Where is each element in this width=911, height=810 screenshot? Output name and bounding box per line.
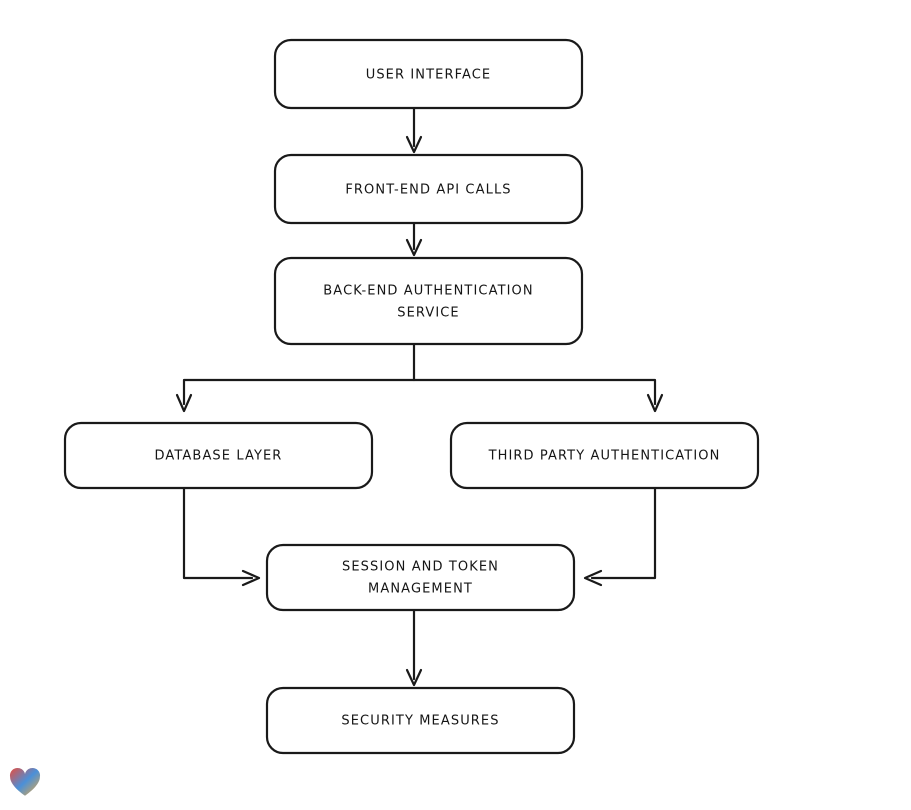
- node-third-party-authentication-label: THIRD PARTY AUTHENTICATION: [488, 448, 721, 464]
- edge-database-to-session: [184, 488, 259, 585]
- edge-thirdparty-to-session: [585, 488, 655, 585]
- node-front-end-api-calls-label: FRONT-END API CALLS: [345, 182, 512, 198]
- node-database-layer[interactable]: [65, 423, 372, 488]
- node-user-interface-label: USER INTERFACE: [365, 67, 492, 83]
- node-front-end-api-calls[interactable]: [275, 155, 582, 223]
- node-back-end-authentication-service-label-line2: SERVICE: [397, 305, 460, 321]
- node-session-and-token-management-box: [267, 545, 574, 610]
- edge-ui-to-frontend: [407, 108, 421, 152]
- edge-backend-to-database: [177, 344, 414, 411]
- node-back-end-authentication-service[interactable]: [275, 258, 582, 344]
- node-security-measures-label: SECURITY MEASURES: [341, 713, 500, 729]
- node-session-and-token-management-label-line2: MANAGEMENT: [368, 581, 473, 597]
- node-third-party-authentication[interactable]: [451, 423, 758, 488]
- node-back-end-authentication-service-box: [275, 258, 582, 344]
- heart-icon: [8, 766, 42, 800]
- node-session-and-token-management-label-line1: SESSION AND TOKEN: [342, 559, 499, 575]
- edge-session-to-security: [407, 610, 421, 685]
- edge-frontend-to-backend: [407, 223, 421, 255]
- node-user-interface[interactable]: [275, 40, 582, 108]
- edge-backend-to-thirdparty: [414, 380, 662, 411]
- node-session-and-token-management[interactable]: [267, 545, 574, 610]
- node-back-end-authentication-service-label-line1: BACK-END AUTHENTICATION: [323, 283, 534, 299]
- node-database-layer-label: DATABASE LAYER: [154, 448, 283, 464]
- node-security-measures[interactable]: [267, 688, 574, 753]
